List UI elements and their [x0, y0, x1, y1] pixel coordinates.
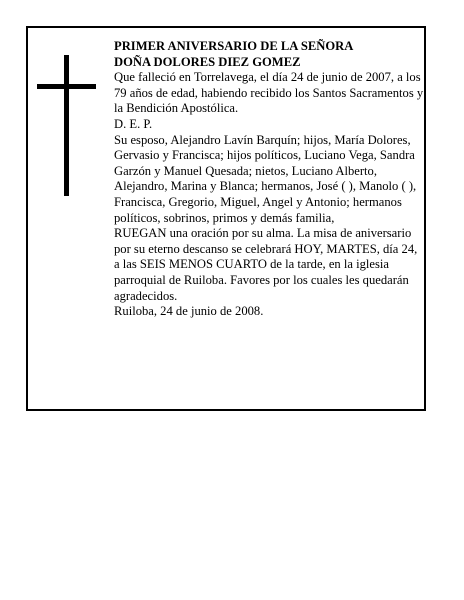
cross-vertical-bar — [64, 55, 69, 196]
notice-title-line-2: DOÑA DOLORES DIEZ GOMEZ — [114, 54, 301, 69]
dep-line: D. E. P. — [114, 116, 153, 131]
family-list: Su esposo, Alejandro Lavín Barquín; hijos, María Dolores, Gervasio y Francisca; hijos políticos, Luciano Vega, Sandra Garzón y Manuel Quesada; nietos, Luciano Alberto, Alejandro, Marina y Blanca; hermanos, José ( ), Manolo ( ), Francisca, Gregorio, Miguel, Angel y Antonio; hermanos políticos, sobrinos, primos y demás familia, — [114, 132, 417, 225]
death-info: Que falleció en Torrelavega, el día 24 de junio de 2007, a los 79 años de edad, habiendo recibido los Santos Sacramentos y la Bendición Apostólica. — [114, 70, 424, 116]
cross-horizontal-bar — [37, 84, 96, 89]
place-date: Ruiloba, 24 de junio de 2008. — [114, 304, 264, 319]
mass-request: RUEGAN una oración por su alma. La misa de aniversario por su eterno descanso se celebrará HOY, MARTES, día 24, a las SEIS MENOS CUARTO de la tarde, en la iglesia parroquial de Ruiloba. Favores por los cuales les quedarán agradecidos. — [114, 226, 418, 303]
notice-title-line-1: PRIMER ANIVERSARIO DE LA SEÑORA — [114, 39, 354, 53]
notice-text — [114, 39, 424, 320]
